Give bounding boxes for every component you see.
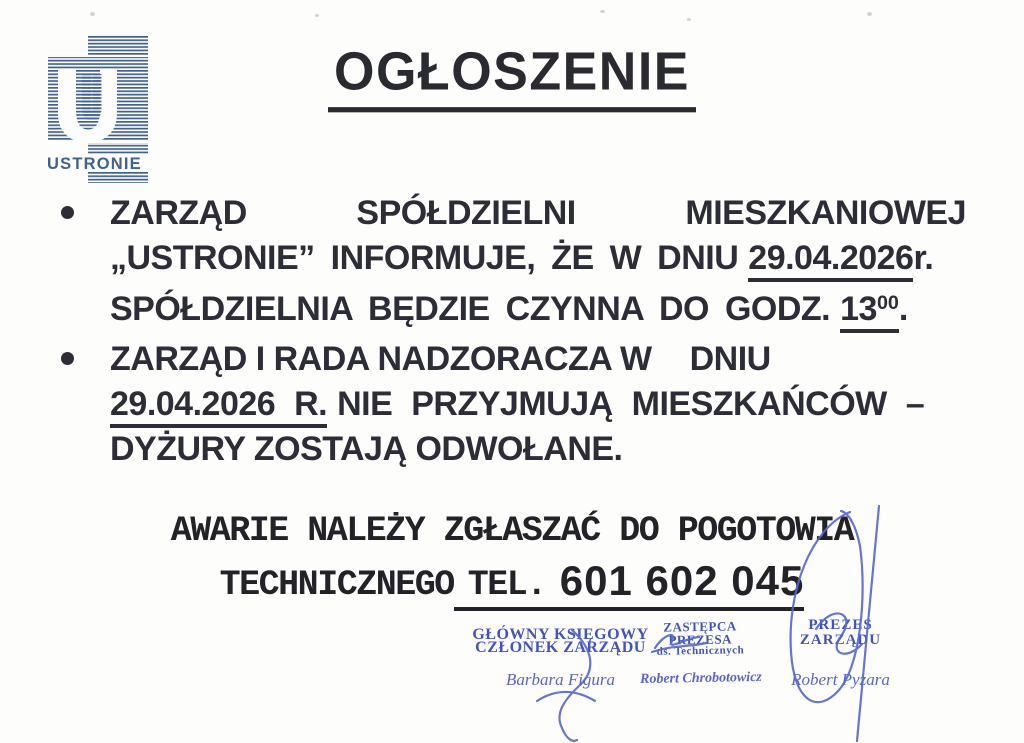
stamp-role-line: ZASTĘPCA PREZESA [663,618,737,648]
phone-number: 601 602 045 [559,557,805,604]
stamp-name: Robert Pyzara [791,670,890,689]
stamp-role-line: CZŁONEK ZARZĄDU [475,639,646,656]
tel-label: TEL. [467,565,546,605]
text-segment: . [898,289,908,328]
stamp-role-line: PREZES ZARZĄDU [799,617,882,648]
text-segment: „USTRONIE” INFORMUJE, ŻE W DNIU [110,239,739,277]
stamp-deputy-president [637,619,763,688]
logo-text: USTRONIE [47,155,142,173]
bullet-item-opening-hours [110,191,966,332]
text-word: MIESZKANIOWEJ [685,194,966,232]
bullet-item-no-reception [110,337,966,472]
underlined-date: 29.04.2026 [748,239,913,282]
stamp-role-line: GŁÓWNY KSIĘGOWY [472,626,649,643]
text-segment: DNIU [689,340,771,378]
text-segment: SPÓŁDZIELNIA BĘDZIE CZYNNA DO GODZ. [110,289,831,328]
time-hours: 13 [840,289,877,328]
scan-speck [315,14,319,17]
bullet-dot [61,352,74,365]
time-minutes-superscript: 00 [876,292,899,314]
bullet2-line1 [110,337,966,382]
emergency-line2 [0,556,1024,610]
scan-speck [600,10,605,13]
emergency-line1: AWARIE NALEŻY ZGŁASZAĆ DO POGOTOWIA [170,511,854,551]
underlined-date: 29.04.2026 R. [110,385,327,428]
text-word: ZARZĄD [110,194,247,232]
stamp-name: Barbara Figura [505,670,616,689]
bullet-dot [61,206,74,219]
stamp-name: Robert Chrobotowicz [639,669,762,688]
bullet1-line1 [110,191,966,236]
text-segment: NIE PRZYJMUJĄ MIESZKAŃCÓW – [337,385,925,423]
text-segment: TECHNICZNEGO [219,565,454,605]
text-segment: r. [913,239,934,277]
scan-speck [90,12,95,16]
page-title: OGŁOSZENIE [328,43,696,113]
stamp-role-line: ds. Technicznych [656,644,745,658]
text-word: SPÓŁDZIELNI [356,194,576,232]
scan-speck [867,12,872,16]
stamp-president [778,618,903,690]
bullet2-line2 [110,382,966,427]
emergency-notice [0,507,1024,610]
signature-figura-cross [537,692,595,701]
scan-speck [687,18,691,21]
bullet1-line2 [110,236,966,281]
bullet1-line3 [110,281,966,332]
bullet2-line3: DYŻURY ZOSTAJĄ ODWOŁANE. [110,430,623,468]
text-segment: ZARZĄD I RADA NADZORACZA W [110,340,652,378]
underlined-time [840,290,899,333]
stamp-chief-accountant [468,628,653,690]
